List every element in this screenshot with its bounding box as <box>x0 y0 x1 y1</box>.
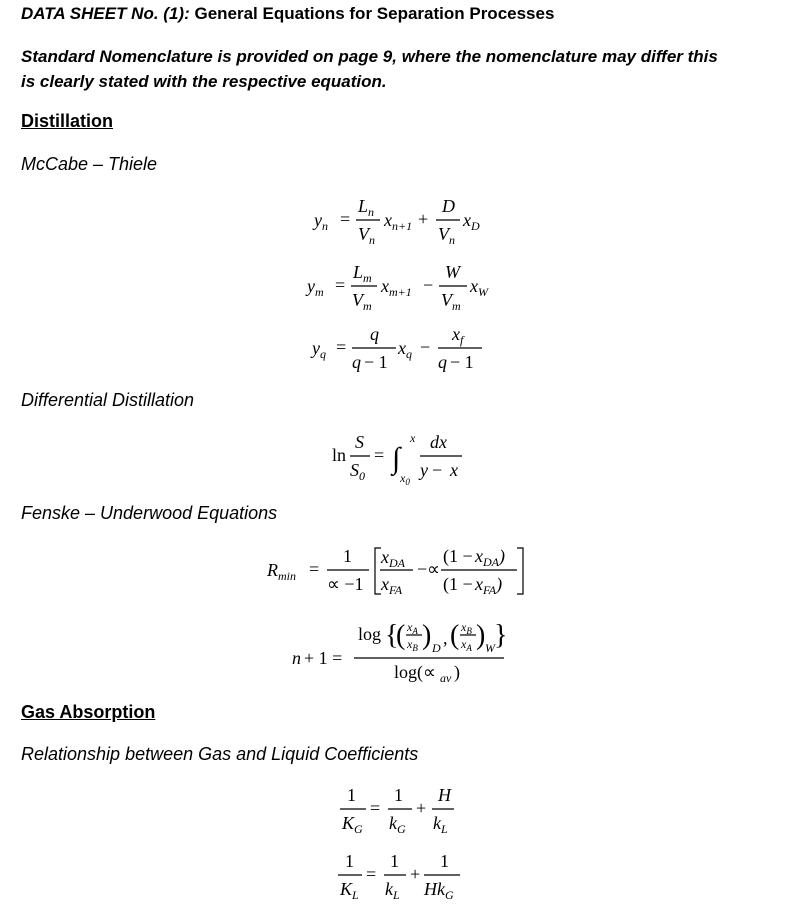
svg-text:yn: $y_n$ <box>314 210 328 233</box>
svg-text:+: + <box>418 209 429 229</box>
nomenclature-note-line-2: is clearly stated with the respective equation. <box>21 72 387 91</box>
svg-text:xq: $x_q$ <box>398 338 412 361</box>
svg-text:xm+1: $x_{m+1}$ <box>381 276 412 299</box>
svg-text:(1 −: (1 − <box>443 574 473 594</box>
section-distillation: Distillation <box>21 111 114 131</box>
svg-text:H: H <box>438 785 451 805</box>
svg-text:q: q <box>438 352 447 372</box>
svg-text:W: W <box>445 262 460 282</box>
svg-text:Vn: $V_n$ <box>358 224 375 247</box>
svg-text:S: S <box>355 432 364 452</box>
svg-text:x: x <box>450 460 458 480</box>
svg-text:): ) <box>422 620 432 651</box>
svg-text:+: + <box>416 798 427 818</box>
svg-text:xDA: $x_{DA}$ <box>381 547 405 570</box>
equation-q-line <box>308 320 508 380</box>
svg-text:1: 1 <box>440 851 449 871</box>
svg-text:xFA): $x_{FA}$) <box>475 574 503 597</box>
svg-text:av: av <box>440 671 452 685</box>
svg-text:y: y <box>420 460 428 480</box>
svg-text:=: = <box>374 445 385 465</box>
section-gas-absorption: Gas Absorption <box>21 702 156 722</box>
equation-underwood-rmin <box>265 542 545 602</box>
equation-rayleigh <box>328 428 478 488</box>
svg-text:n: n <box>292 648 301 668</box>
svg-text:ln: ln <box>332 445 347 465</box>
svg-text:D: D <box>442 196 455 216</box>
svg-text:kL: $k_L$ <box>385 879 400 902</box>
svg-text:− 1: − 1 <box>450 352 474 372</box>
svg-text:=: = <box>366 864 377 884</box>
equation-fenske <box>290 612 520 692</box>
svg-text:1: 1 <box>343 546 352 566</box>
svg-text:xB: $x_B$ <box>407 637 418 653</box>
svg-text:Vn: $V_n$ <box>438 224 455 247</box>
svg-text:=: = <box>336 337 347 357</box>
svg-text:=: = <box>340 209 351 229</box>
svg-text:xFA: $x_{FA}$ <box>381 574 403 597</box>
subsection-mccabe-thiele: McCabe – Thiele <box>21 154 158 174</box>
svg-text:(: ( <box>450 620 460 651</box>
svg-text:Vm: $V_m$ <box>352 290 372 313</box>
nomenclature-note-line-1: Standard Nomenclature is provided on page 9, where the nomenclature may differ this <box>21 47 718 66</box>
svg-text:− 1: − 1 <box>364 352 388 372</box>
svg-text:xB: $x_B$ <box>461 620 472 636</box>
svg-text:KG: $K_G$ <box>342 813 363 836</box>
svg-text:Vm: $V_m$ <box>441 290 461 313</box>
svg-text:+ 1 =: + 1 = <box>304 648 343 668</box>
svg-text:xDA): $x_{DA}$) <box>475 546 505 569</box>
svg-text:+: + <box>410 864 421 884</box>
equation-overall-gas-coefficient <box>338 781 468 841</box>
svg-text:log: log <box>358 624 382 644</box>
svg-text:−: − <box>432 460 443 480</box>
svg-text:{: { <box>385 620 399 651</box>
svg-text:W: W <box>485 641 495 655</box>
svg-text:D: D <box>432 641 441 655</box>
equation-overall-liquid-coefficient <box>336 847 476 907</box>
svg-text:=: = <box>370 798 381 818</box>
svg-text:kG: $k_G$ <box>389 813 406 836</box>
svg-text:q: q <box>370 324 379 344</box>
svg-text:): ) <box>476 620 486 651</box>
svg-text:KL: $K_L$ <box>340 879 359 902</box>
svg-text:ym: $y_m$ <box>307 276 324 299</box>
subsection-differential-distillation: Differential Distillation <box>21 390 195 410</box>
svg-text:xD: $x_D$ <box>463 210 480 233</box>
svg-text:xf: $x_f$ <box>452 324 464 347</box>
page-title <box>21 4 554 24</box>
subsection-gas-liquid-coefficients: Relationship between Gas and Liquid Coefficients <box>21 744 419 764</box>
svg-text:x0: $x_0$ <box>400 471 410 487</box>
svg-text:Rmin: $R_{min}$ <box>267 560 296 583</box>
svg-text:1: 1 <box>394 785 403 805</box>
svg-text:S0: $S_0$ <box>350 460 365 483</box>
subsection-fenske-underwood: Fenske – Underwood Equations <box>21 503 278 523</box>
data-sheet-title: General Equations for Separation Processes <box>194 4 555 23</box>
equation-mccabe-rectifying <box>310 192 510 252</box>
svg-text:1: 1 <box>347 785 356 805</box>
svg-text:kL: $k_L$ <box>433 813 448 836</box>
svg-text:,: , <box>443 628 448 648</box>
svg-text:∝ −1: ∝ −1 <box>327 574 364 594</box>
svg-text:∫: ∫ <box>392 442 401 475</box>
svg-text:(: ( <box>396 620 406 651</box>
svg-text:−: − <box>420 337 431 357</box>
svg-text:q: q <box>352 352 361 372</box>
svg-text:xn+1: $x_{n+1}$ <box>384 210 413 233</box>
svg-text:=: = <box>309 559 320 579</box>
svg-text:1: 1 <box>390 851 399 871</box>
svg-text:Lm: $L_m$ <box>353 262 372 285</box>
svg-text:−∝: −∝ <box>417 559 441 579</box>
data-sheet-number: DATA SHEET No. (1): <box>21 4 190 23</box>
svg-text:x: x <box>410 431 416 445</box>
svg-text:(1 −: (1 − <box>443 546 473 566</box>
equation-mccabe-stripping <box>305 258 515 318</box>
svg-text:yq: $y_q$ <box>312 338 326 361</box>
svg-text:=: = <box>335 275 346 295</box>
svg-text:1: 1 <box>345 851 354 871</box>
nomenclature-note <box>21 44 718 94</box>
svg-text:}: } <box>494 620 508 651</box>
svg-text:HkG: $Hk_G$ <box>424 879 454 902</box>
svg-text:−: − <box>423 275 434 295</box>
svg-text:xW: $x_W$ <box>470 276 488 299</box>
svg-text:Ln: $L_n$ <box>358 196 375 219</box>
svg-text:xA: $x_A$ <box>407 620 418 636</box>
svg-text:xA: $x_A$ <box>461 637 472 653</box>
svg-text:dx: dx <box>430 432 447 452</box>
svg-text:): ) <box>454 662 460 682</box>
svg-text:log(∝: log(∝ <box>394 662 436 682</box>
